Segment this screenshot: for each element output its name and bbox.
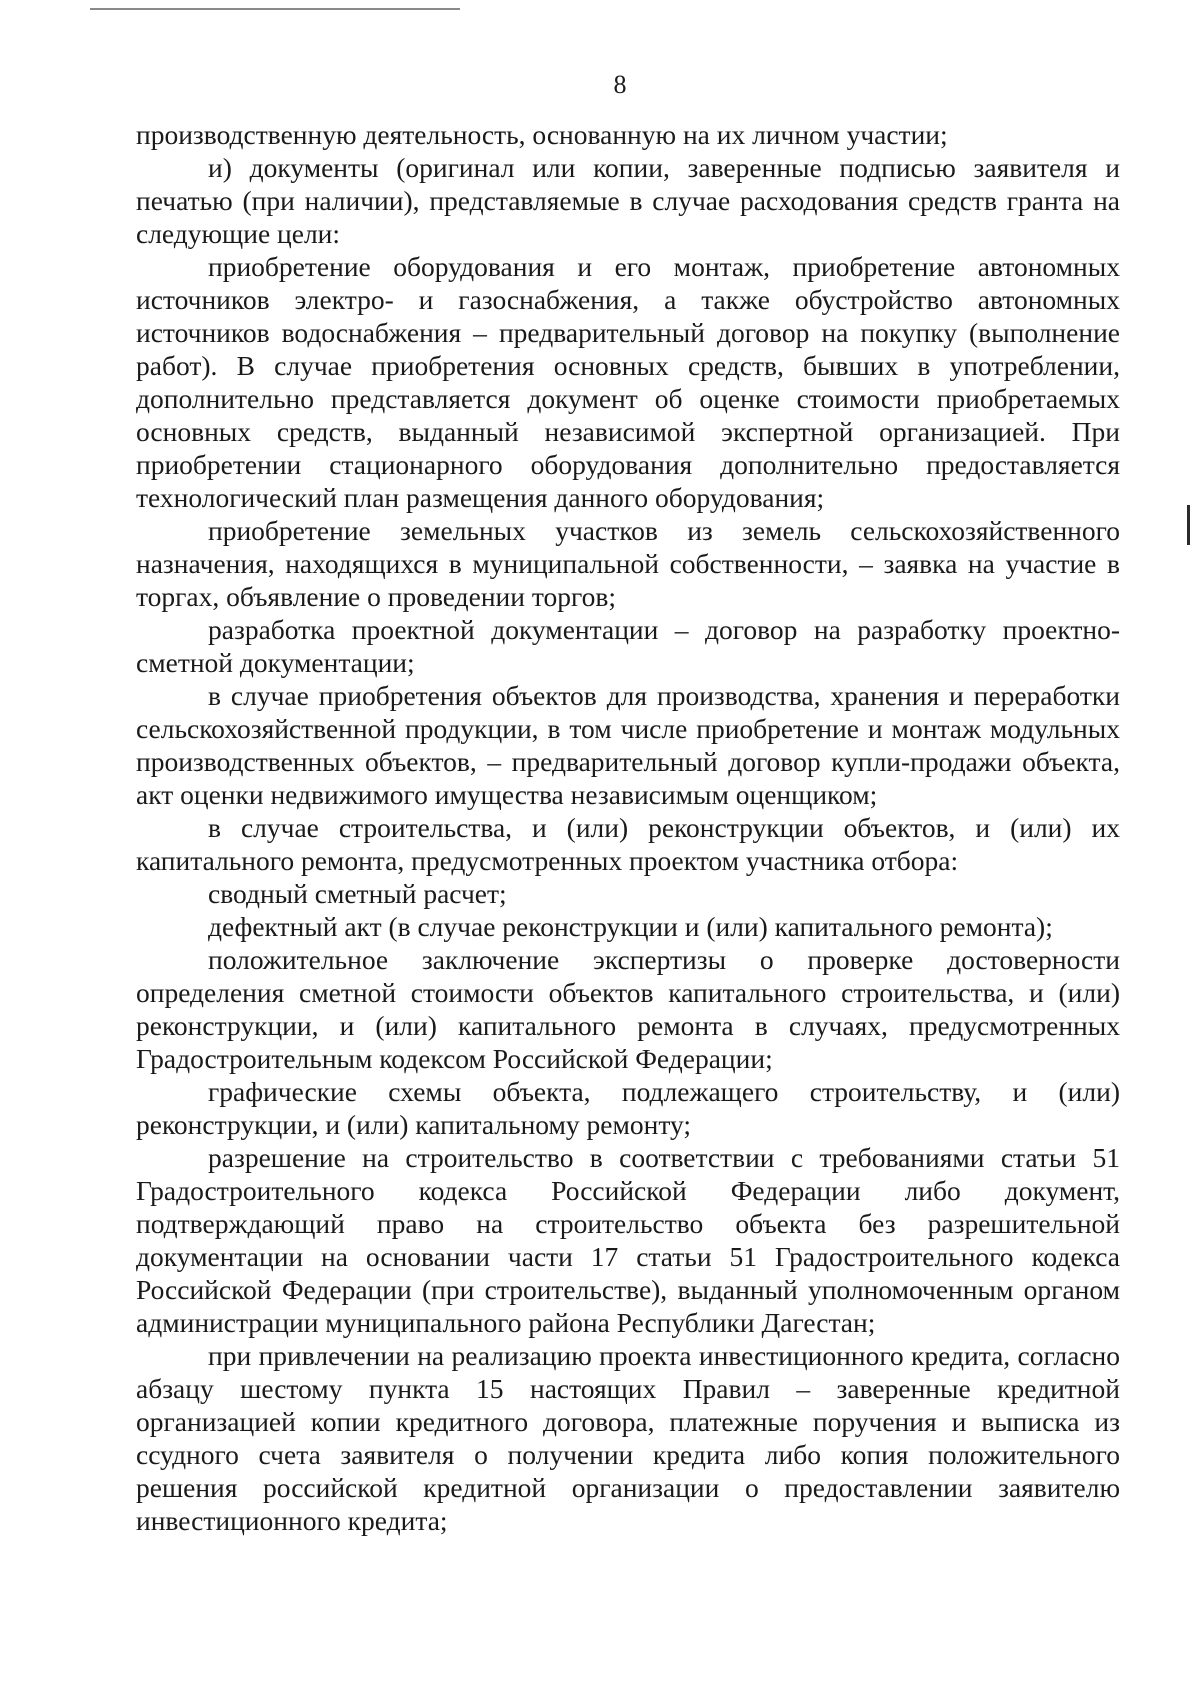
paragraph: производственную деятельность, основанную на их личном участии; [136, 119, 948, 150]
paragraph: разработка проектной документации – договор на разработку проектно-сметной документации; [136, 614, 1120, 678]
paragraph: разрешение на строительство в соответствии с требованиями статьи 51 Градостроительного кодекса Российской Федерации либо документ, подтверждающий право на строительство объекта без разрешительной документации на основании части 17 статьи 51 Градостроительного кодекса Российской Федерации (при строительстве), выданный уполномоченным органом администрации муниципального района Республики Дагестан; [136, 1142, 1120, 1338]
paragraph: приобретение земельных участков из земель сельскохозяйственного назначения, находящихся в муниципальной собственности, – заявка на участие в торгах, объявление о проведении торгов; [136, 515, 1120, 612]
document-body [136, 118, 1120, 1537]
paragraph: в случае строительства, и (или) реконструкции объектов, и (или) их капитального ремонта, предусмотренных проектом участника отбора: [136, 812, 1120, 876]
paragraph: дефектный акт (в случае реконструкции и (или) капитального ремонта); [208, 911, 1053, 942]
paragraph: сводный сметный расчет; [208, 878, 507, 909]
paragraph: в случае приобретения объектов для производства, хранения и переработки сельскохозяйственной продукции, в том числе приобретение и монтаж модульных производственных объектов, – предварительный договор купли-продажи объекта, акт оценки недвижимого имущества независимым оценщиком; [136, 680, 1120, 810]
paragraph: графические схемы объекта, подлежащего строительству, и (или) реконструкции, и (или) капитальному ремонту; [136, 1076, 1120, 1140]
paragraph: приобретение оборудования и его монтаж, приобретение автономных источников электро- и газоснабжения, а также обустройство автономных источников водоснабжения – предварительный договор на покупку (выполнение работ). В случае приобретения основных средств, бывших в употреблении, дополнительно представляется документ об оценке стоимости приобретаемых основных средств, выданный независимой экспертной организацией. При приобретении стационарного оборудования дополнительно предоставляется технологический план размещения данного оборудования; [136, 251, 1120, 513]
page-number: 8 [613, 70, 627, 99]
paragraph: и) документы (оригинал или копии, заверенные подписью заявителя и печатью (при наличии), представляемые в случае расходования средств гранта на следующие цели: [136, 152, 1120, 249]
scan-edge-mark [1187, 505, 1190, 545]
paragraph: при привлечении на реализацию проекта инвестиционного кредита, согласно абзацу шестому пункта 15 настоящих Правил – заверенные кредитной организацией копии кредитного договора, платежные поручения и выписка из ссудного счета заявителя о получении кредита либо копия положительного решения российской кредитной организации о предоставлении заявителю инвестиционного кредита; [136, 1340, 1120, 1536]
paragraph: положительное заключение экспертизы о проверке достоверности определения сметной стоимости объектов капитального строительства, и (или) реконструкции, и (или) капитального ремонта в случаях, предусмотренных Градостроительным кодексом Российской Федерации; [136, 944, 1120, 1074]
